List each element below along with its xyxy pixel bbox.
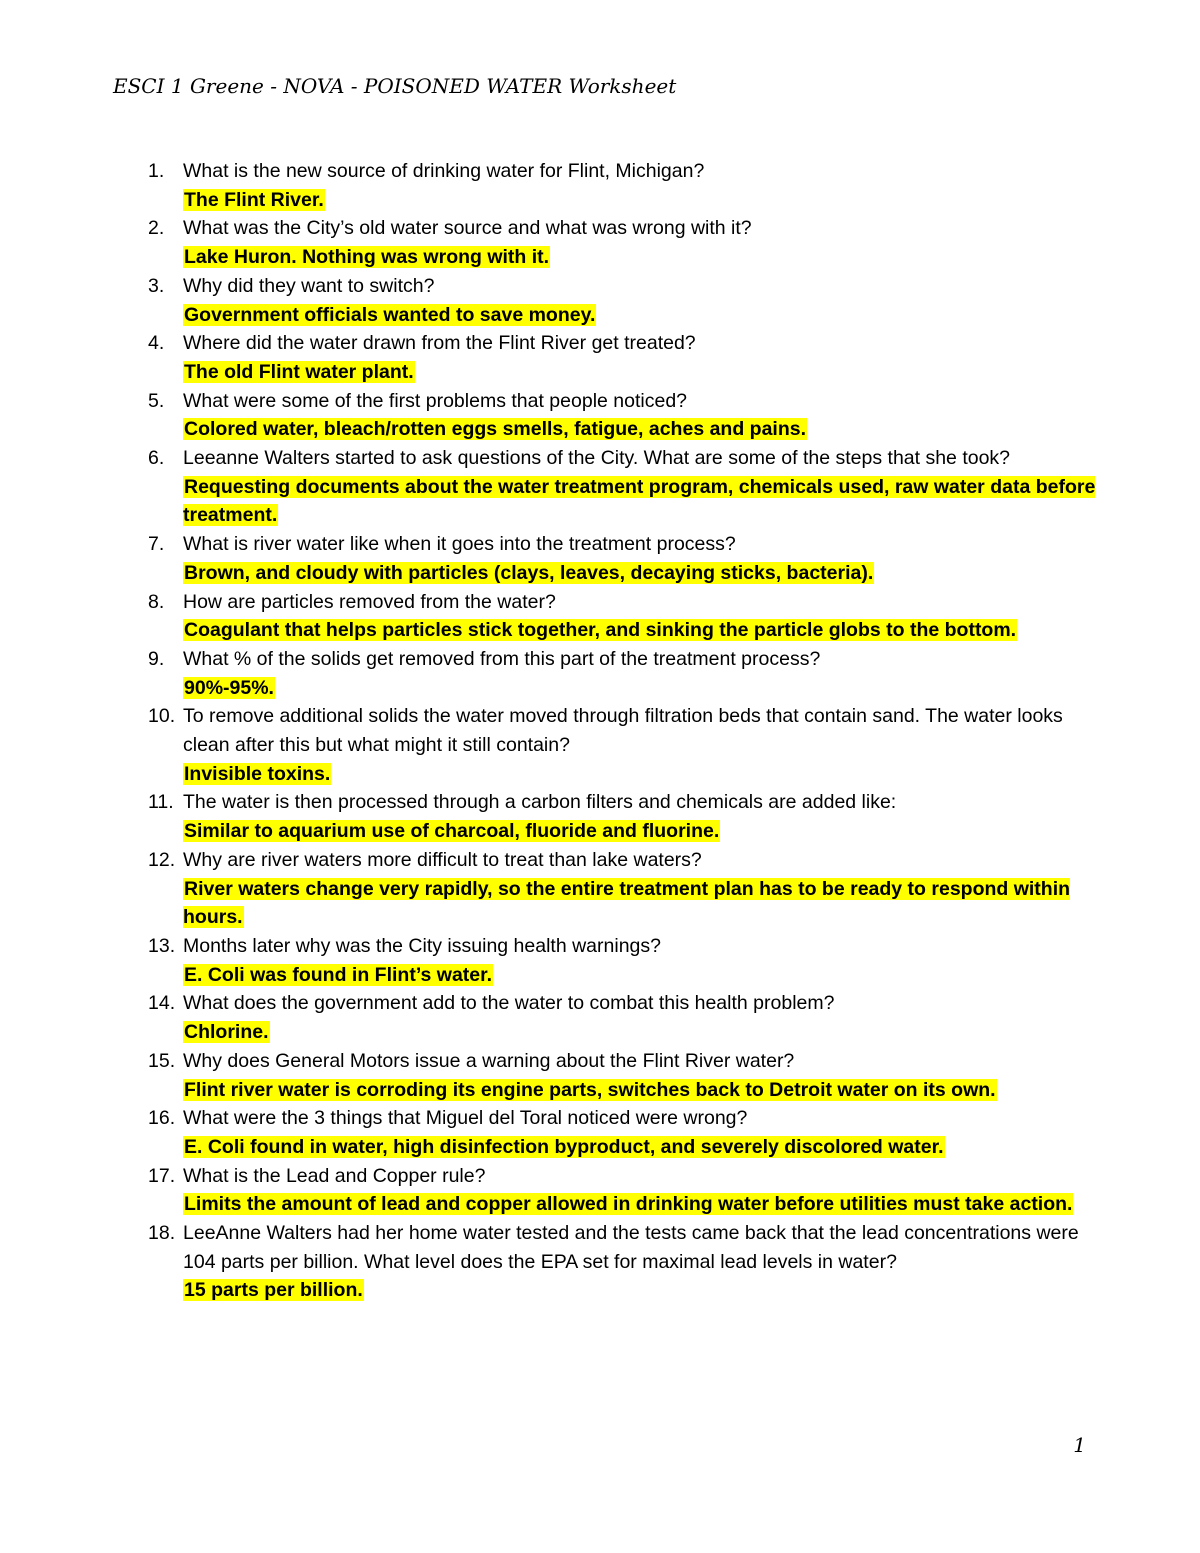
- question-number: 6.: [148, 447, 165, 470]
- answer-highlight: The old Flint water plant.: [184, 360, 414, 383]
- question-item: [148, 272, 1108, 329]
- question-item: [148, 530, 1108, 587]
- question-item: [148, 702, 1108, 788]
- question-item: [148, 1047, 1108, 1104]
- question-number: 18.: [148, 1222, 176, 1245]
- answer-highlight: Invisible toxins.: [184, 762, 331, 785]
- question-item: [148, 1162, 1108, 1219]
- question-item: [148, 588, 1108, 645]
- answer-highlight: Government officials wanted to save money.: [184, 303, 596, 326]
- answer-highlight: Lake Huron. Nothing was wrong with it.: [184, 246, 550, 269]
- answer-highlight: Coagulant that helps particles stick together, and sinking the particle globs to the bottom.: [184, 619, 1017, 642]
- question-number: 13.: [148, 934, 176, 957]
- question-number: 17.: [148, 1164, 176, 1187]
- question-item: [148, 157, 1108, 214]
- question-text: To remove additional solids the water moved through filtration beds that contain sand. The water looks clean after this but what might it still contain?: [183, 705, 1063, 757]
- question-item: [148, 444, 1108, 530]
- question-text: Why did they want to switch?: [183, 274, 435, 297]
- question-item: [148, 989, 1108, 1046]
- question-number: 15.: [148, 1049, 176, 1072]
- question-number: 8.: [148, 590, 165, 613]
- answer-highlight: Flint river water is corroding its engine parts, switches back to Detroit water on its own.: [184, 1078, 996, 1101]
- question-list: [148, 157, 1108, 1305]
- question-text: What % of the solids get removed from this part of the treatment process?: [183, 647, 821, 670]
- question-item: [148, 1104, 1108, 1161]
- question-item: [148, 329, 1108, 386]
- answer-highlight: River waters change very rapidly, so the entire treatment plan has to be ready to respond within hours.: [183, 877, 1071, 929]
- question-text: Why does General Motors issue a warning about the Flint River water?: [183, 1049, 795, 1072]
- question-text: LeeAnne Walters had her home water tested and the tests came back that the lead concentrations were 104 parts per billion. What level does the EPA set for maximal lead levels in water?: [183, 1222, 1079, 1273]
- page-number: 1: [1073, 1433, 1086, 1457]
- answer-highlight: 15 parts per billion.: [184, 1279, 363, 1302]
- document-header: ESCI 1 Greene - NOVA - POISONED WATER Worksheet: [113, 74, 677, 98]
- answer-highlight: Limits the amount of lead and copper allowed in drinking water before utilities must take action.: [184, 1193, 1073, 1216]
- question-number: 2.: [148, 217, 165, 240]
- question-item: [148, 788, 1108, 845]
- question-number: 11.: [148, 791, 174, 814]
- question-number: 4.: [148, 332, 165, 355]
- question-text: What does the government add to the water to combat this health problem?: [183, 992, 835, 1015]
- question-text: The water is then processed through a carbon filters and chemicals are added like:: [183, 791, 897, 814]
- question-text: Where did the water drawn from the Flint River get treated?: [183, 332, 696, 355]
- question-text: Leeanne Walters started to ask questions of the City. What are some of the steps that she took?: [183, 447, 1011, 470]
- question-number: 16.: [148, 1107, 176, 1130]
- question-number: 3.: [148, 274, 165, 297]
- question-number: 10.: [148, 705, 176, 728]
- question-item: [148, 214, 1108, 271]
- question-item: [148, 846, 1108, 932]
- question-number: 12.: [148, 848, 176, 871]
- answer-highlight: E. Coli was found in Flint’s water.: [184, 963, 493, 986]
- answer-highlight: Chlorine.: [184, 1021, 269, 1044]
- question-number: 14.: [148, 992, 176, 1015]
- question-text: Months later why was the City issuing health warnings?: [183, 934, 661, 957]
- answer-highlight: Colored water, bleach/rotten eggs smells, fatigue, aches and pains.: [184, 418, 807, 441]
- question-number: 7.: [148, 533, 165, 556]
- question-number: 5.: [148, 389, 165, 412]
- question-item: [148, 645, 1108, 702]
- question-text: Why are river waters more difficult to treat than lake waters?: [183, 848, 702, 871]
- answer-highlight: E. Coli found in water, high disinfection byproduct, and severely discolored water.: [184, 1135, 944, 1158]
- answer-highlight: Similar to aquarium use of charcoal, fluoride and fluorine.: [184, 820, 720, 843]
- question-text: What is the Lead and Copper rule?: [183, 1164, 486, 1187]
- question-item: [148, 387, 1108, 444]
- question-text: What is the new source of drinking water for Flint, Michigan?: [183, 160, 705, 182]
- answer-highlight: Requesting documents about the water treatment program, chemicals used, raw water data before treatment.: [183, 475, 1096, 527]
- answer-highlight: The Flint River.: [184, 188, 324, 211]
- question-number: 1.: [148, 160, 165, 182]
- answer-highlight: 90%-95%.: [184, 676, 274, 699]
- question-item: [148, 932, 1108, 989]
- question-item: [148, 1219, 1108, 1305]
- question-text: How are particles removed from the water?: [183, 590, 556, 613]
- question-text: What is river water like when it goes into the treatment process?: [183, 533, 736, 556]
- question-number: 9.: [148, 647, 165, 670]
- question-text: What were the 3 things that Miguel del Toral noticed were wrong?: [183, 1107, 748, 1130]
- question-text: What were some of the first problems that people noticed?: [183, 389, 688, 412]
- question-text: What was the City’s old water source and what was wrong with it?: [183, 217, 752, 240]
- answer-highlight: Brown, and cloudy with particles (clays, leaves, decaying sticks, bacteria).: [184, 561, 874, 584]
